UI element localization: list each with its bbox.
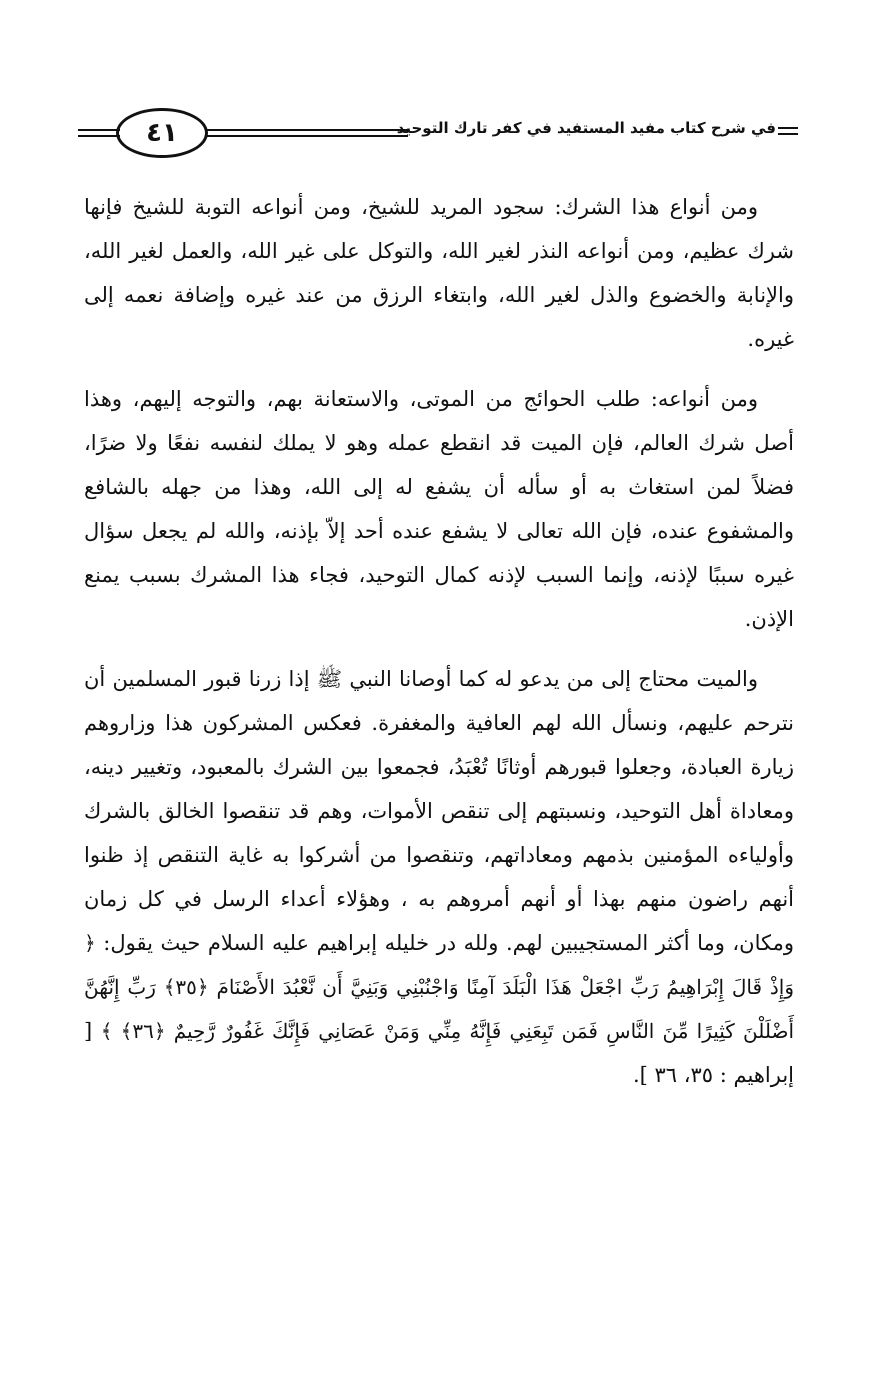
header-rule bbox=[206, 135, 408, 137]
quran-verse: ﴿ وَإِذْ قَالَ إِبْرَاهِيمُ رَبِّ اجْعَلْ هَذَا الْبَلَدَ آمِنًا وَاجْنُبْنِي وَبَنِيَّ أَن نَّعْبُدَ الأَصْنَامَ ﴿٣٥﴾ رَبِّ إِنَّهُنَّ أَضْلَلْنَ كَثِيرًا مِّنَ النَّاسِ فَمَن تَبِعَنِي فَإِنَّهُ مِنِّي وَمَنْ عَصَانِي فَإِنَّكَ غَفُورٌ رَّحِيمٌ ﴿٣٦﴾ ﴾ bbox=[84, 931, 795, 1043]
verse-citation: [ إبراهيم : ٣٥، ٣٦ ]. bbox=[84, 1019, 794, 1087]
paragraph-3 bbox=[84, 657, 794, 1097]
page-body bbox=[84, 185, 794, 1113]
page-header bbox=[78, 98, 798, 170]
paragraph-text: ومن أنواع هذا الشرك: سجود المريد للشيخ، ومن أنواعه التوبة للشيخ فإنها شرك عظيم، ومن أنواعه النذر لغير الله، والتوكل على غير الله، والعمل لغير الله، والإنابة والخضوع والذل لغير الله، وابتغاء الرزق من عند غيره وإضافة نعمه إلى غيره. bbox=[84, 195, 794, 351]
page-number: ٤١ bbox=[116, 108, 208, 158]
running-title: في شرح كتاب مفيد المستفيد في كفر تارك التوحيد bbox=[396, 119, 776, 137]
paragraph-1 bbox=[84, 185, 794, 361]
paragraph-text: ومن أنواعه: طلب الحوائج من الموتى، والاستعانة بهم، والتوجه إليهم، وهذا أصل شرك العالم، فإن الميت قد انقطع عمله وهو لا يملك لنفسه نفعًا ولا ضرًا، فضلاً لمن استغاث به أو سأله أن يشفع له إلى الله، وهذا من جهله بالشافع والمشفوع عنده، فإن الله تعالى لا يشفع عنده أحد إلاّ بإذنه، والله لم يجعل سؤال غيره سببًا لإذنه، وإنما السبب لإذنه كمال التوحيد، فجاء هذا المشرك بسبب يمنع الإذن. bbox=[84, 387, 794, 631]
header-rule bbox=[78, 135, 120, 137]
paragraph-2 bbox=[84, 377, 794, 641]
header-rule bbox=[78, 129, 120, 131]
header-rule bbox=[206, 129, 408, 131]
paragraph-text: والميت محتاج إلى من يدعو له كما أوصانا النبي ﷺ إذا زرنا قبور المسلمين أن نترحم عليهم، ونسأل الله لهم العافية والمغفرة. فعكس المشركون هذا وزاروهم زيارة العبادة، وجعلوا قبورهم أوثانًا تُعْبَدُ، فجمعوا بين الشرك بالمعبود، وتغيير دينه، ومعاداة أهل التوحيد، ونسبتهم إلى تنقص الأموات، وهم قد تنقصوا الخالق بالشرك وأولياءه المؤمنين بذمهم ومعاداتهم، وتنقصوا من أشركوا به غاية التنقص إذ ظنوا أنهم راضون منهم بهذا أو أنهم أمروهم به ، وهؤلاء أعداء الرسل في كل زمان ومكان، وما أكثر المستجيبين لهم. ولله در خليله إبراهيم عليه السلام حيث يقول: bbox=[84, 667, 794, 955]
title-mark bbox=[778, 127, 798, 135]
